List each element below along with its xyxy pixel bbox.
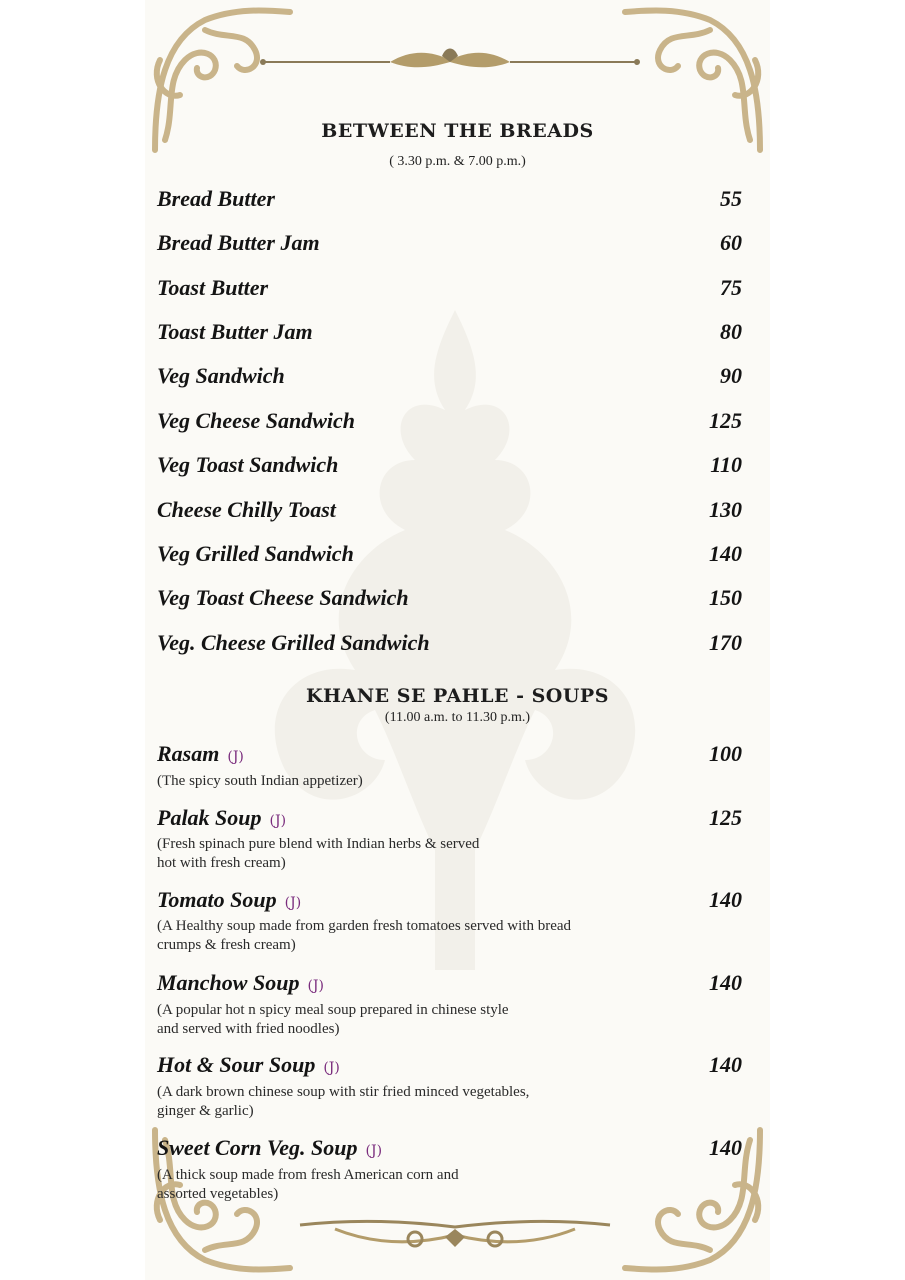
item-name: Rasam (J) [157,741,244,766]
item-price: 60 [720,230,742,255]
jain-tag: (J) [323,1060,340,1076]
item-name: Veg Cheese Sandwich [157,408,356,433]
jain-tag: (J) [365,1143,383,1159]
item-description: (A thick soup made from fresh American corn and assorted vegetables) [157,1167,459,1202]
item-name: Veg Sandwich [157,363,285,388]
jain-tag: (J) [227,749,244,765]
item-name: Tomato Soup (J) [157,887,302,912]
top-divider-ornament-icon [260,42,640,78]
item-price: 55 [720,186,742,211]
item-price: 125 [709,805,742,830]
item-name: Cheese Chilly Toast [157,497,336,522]
item-description: (Fresh spinach pure blend with Indian herbs & served hot with fresh cream) [157,836,480,871]
item-description: (A Healthy soup made from garden fresh tomatoes served with bread crumps & fresh cream) [157,918,572,953]
item-price: 90 [720,363,742,388]
item-price: 130 [709,497,742,522]
section-title-soups: KHANE SE PAHLE - SOUPS [306,685,609,707]
section-hours-breads: ( 3.30 p.m. & 7.00 p.m.) [389,154,526,169]
item-name: Bread Butter [157,186,275,211]
item-price: 140 [709,1052,742,1077]
item-price: 75 [720,275,742,300]
item-name: Veg Toast Cheese Sandwich [157,585,409,610]
item-name: Toast Butter [157,275,269,300]
item-name: Bread Butter Jam [157,230,320,255]
item-name: Veg. Cheese Grilled Sandwich [157,630,430,655]
item-price: 80 [720,319,742,344]
item-name: Veg Toast Sandwich [157,452,339,477]
item-price: 170 [709,630,742,655]
item-description: (The spicy south Indian appetizer) [157,773,363,789]
corner-ornament-icon [620,0,770,170]
item-name: Veg Grilled Sandwich [157,541,354,566]
item-description: (A popular hot n spicy meal soup prepared in chinese style and served with fried noodles) [157,1002,509,1037]
jain-tag: (J) [284,895,302,911]
corner-ornament-icon [145,0,295,170]
item-name: Toast Butter Jam [157,319,313,344]
item-price: 140 [709,1135,742,1160]
menu-page [145,0,770,1280]
section-title-breads: BETWEEN THE BREADS [321,120,594,142]
jain-tag: (J) [269,813,287,829]
item-description: (A dark brown chinese soup with stir fried minced vegetables, ginger & garlic) [157,1084,530,1119]
section-hours-soups: (11.00 a.m. to 11.30 p.m.) [384,710,531,725]
item-price: 125 [709,408,742,433]
item-price: 140 [709,541,742,566]
item-price: 150 [709,585,742,610]
item-price: 110 [710,452,742,477]
item-name: Palak Soup (J) [157,805,287,830]
item-price: 140 [709,887,742,912]
item-price: 100 [709,741,742,766]
item-name: Manchow Soup (J) [157,970,324,995]
item-price: 140 [709,970,742,995]
item-name: Sweet Corn Veg. Soup (J) [157,1135,383,1160]
item-name: Hot & Sour Soup (J) [157,1052,340,1077]
jain-tag: (J) [307,978,324,994]
bottom-divider-ornament-icon [295,1215,615,1255]
